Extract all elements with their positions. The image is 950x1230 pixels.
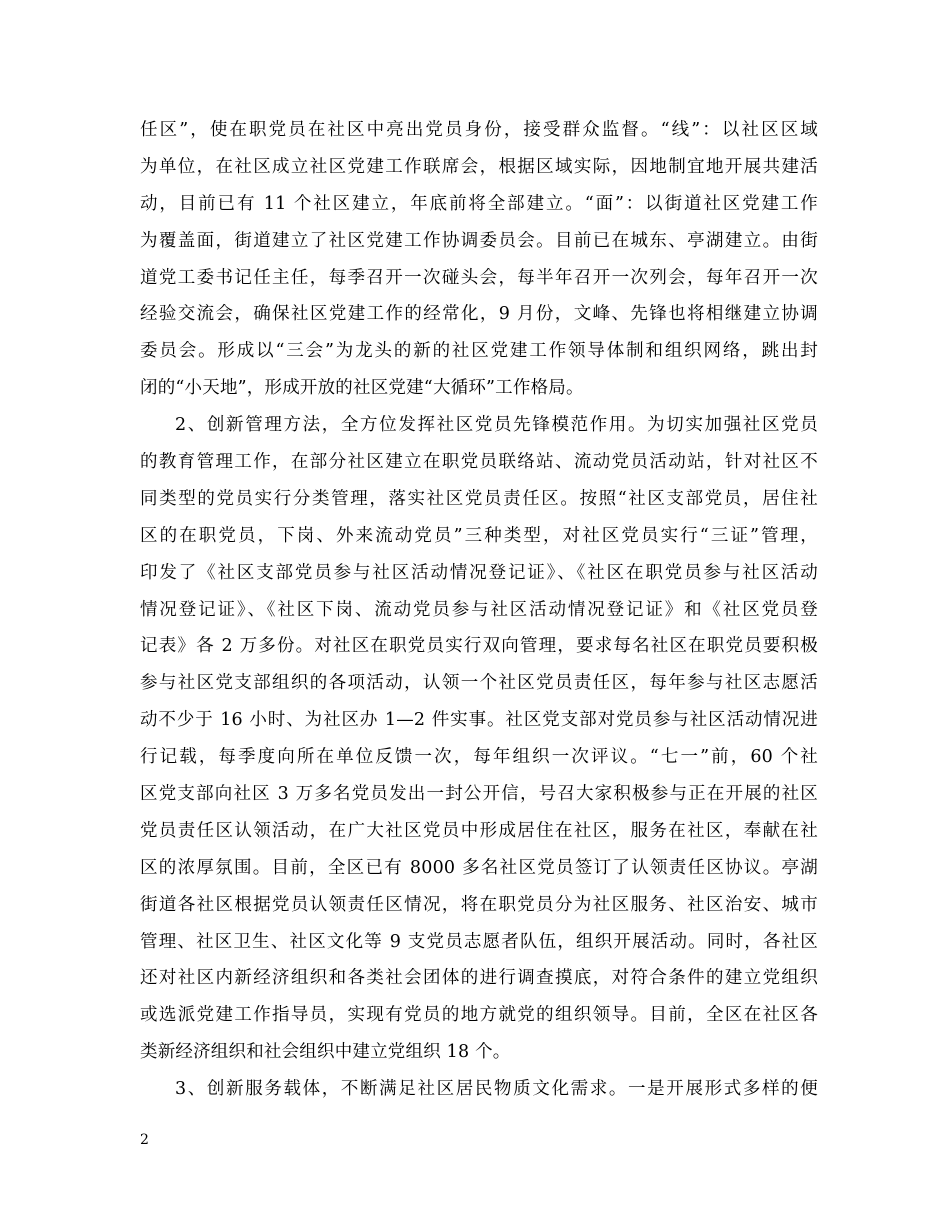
text-line: 类新经济组织和社会组织中建立党组织 18 个。 [140, 1042, 511, 1063]
text-line: 印发了《社区支部党员参与社区活动情况登记证》、《社区在职党员参与社区活动 [140, 562, 818, 583]
text-line: 动不少于 16 小时、为社区办 1—2 件实事。社区党支部对党员参与社区活动情况进 [140, 710, 818, 731]
text-line: 动，目前已有 11 个社区建立，年底前将全部建立。“面”：以街道社区党建工作 [140, 193, 818, 214]
text-line: 党员责任区认领活动，在广大社区党员中形成居住在社区，服务在社区，奉献在社 [140, 820, 818, 841]
text-line: 还对社区内新经济组织和各类社会团体的进行调查摸底，对符合条件的建立党组织 [140, 968, 818, 989]
text-line: 情况登记证》、《社区下岗、流动党员参与社区活动情况登记证》和《社区党员登 [140, 599, 818, 620]
text-line: 行记载，每季度向所在单位反馈一次，每年组织一次评议。“七一”前，60 个社 [140, 747, 818, 768]
text-line: 任区”，使在职党员在社区中亮出党员身份，接受群众监督。“线”：以社区区域 [140, 120, 818, 140]
text-line: 的教育管理工作，在部分社区建立在职党员联络站、流动党员活动站，针对社区不 [140, 452, 818, 473]
text-line: 经验交流会，确保社区党建工作的经常化，9 月份，文峰、先锋也将相继建立协调 [140, 304, 818, 325]
text-line: 街道各社区根据党员认领责任区情况，将在职党员分为社区服务、社区治安、城市 [140, 894, 818, 915]
text-line: 区的浓厚氛围。目前，全区已有 8000 多名社区党员签订了认领责任区协议。亭湖 [140, 857, 818, 878]
text-line: 道党工委书记任主任，每季召开一次碰头会，每半年召开一次列会，每年召开一次 [140, 267, 818, 288]
text-line: 同类型的党员实行分类管理，落实社区党员责任区。按照“社区支部党员，居住社 [140, 488, 818, 509]
document-body [140, 112, 818, 1108]
text-line: 为单位，在社区成立社区党建工作联席会，根据区域实际，因地制宜地开展共建活 [140, 156, 818, 177]
text-line: 闭的“小天地”，形成开放的社区党建“大循环”工作格局。 [140, 378, 584, 399]
page-number: 2 [140, 1132, 149, 1148]
paragraph-first-line: 3、创新服务载体，不断满足社区居民物质文化需求。一是开展形式多样的便 [175, 1079, 818, 1100]
text-line: 参与社区党支部组织的各项活动，认领一个社区党员责任区，每年参与社区志愿活 [140, 673, 818, 694]
text-line: 或选派党建工作指导员，实现有党员的地方就党的组织领导。目前，全区在社区各 [140, 1005, 818, 1026]
text-line: 区的在职党员，下岗、外来流动党员”三种类型，对社区党员实行“三证”管理， [140, 525, 818, 546]
text-line: 记表》各 2 万多份。对社区在职党员实行双向管理，要求每名社区在职党员要积极 [140, 636, 818, 657]
text-line: 管理、社区卫生、社区文化等 9 支党员志愿者队伍，组织开展活动。同时，各社区 [140, 931, 818, 952]
text-line: 区党支部向社区 3 万多名党员发出一封公开信，号召大家积极参与正在开展的社区 [140, 784, 818, 805]
text-line: 为覆盖面，街道建立了社区党建工作协调委员会。目前已在城东、亭湖建立。由街 [140, 230, 818, 251]
paragraph-first-line: 2、创新管理方法，全方位发挥社区党员先锋模范作用。为切实加强社区党员 [175, 415, 818, 436]
text-line: 委员会。形成以“三会”为龙头的新的社区党建工作领导体制和组织网络，跳出封 [140, 341, 818, 362]
